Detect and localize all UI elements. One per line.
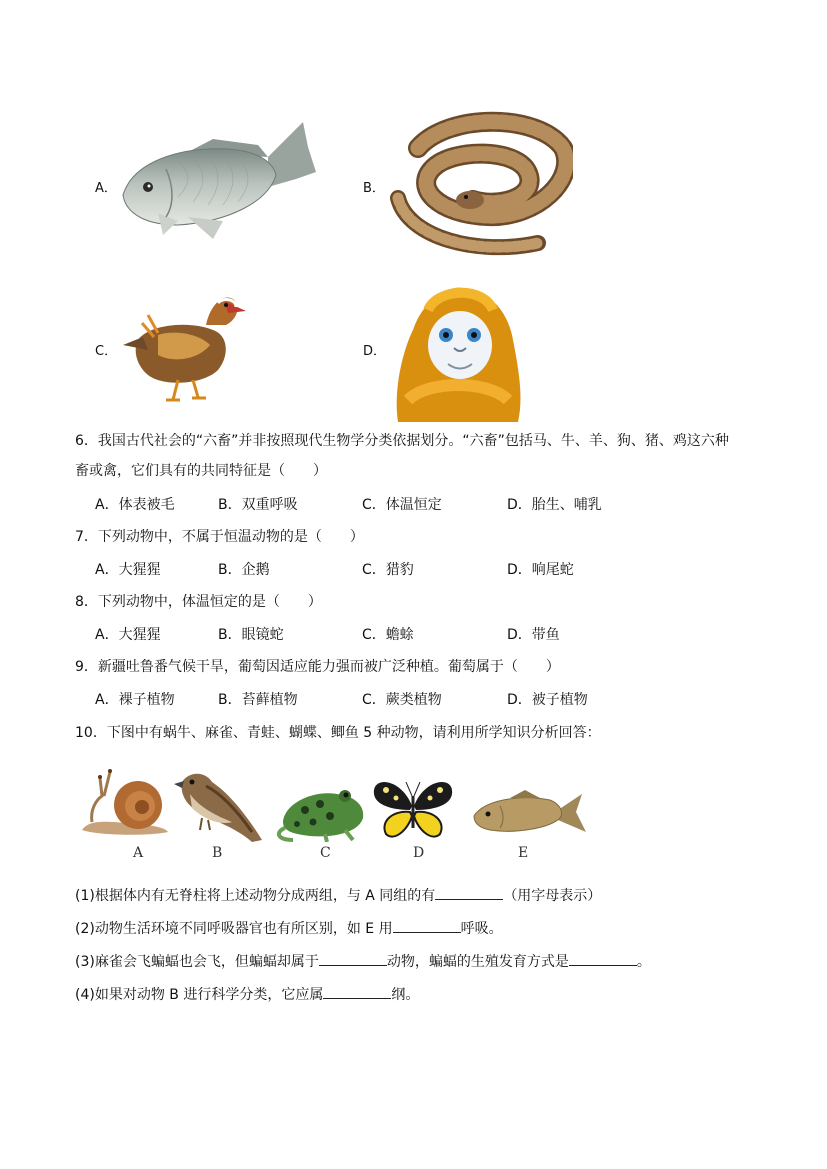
figure-label-a: A	[133, 845, 144, 861]
answer-blank-4[interactable]	[569, 951, 637, 966]
crucian-carp-image	[470, 788, 588, 838]
q7-option-c: C．猎豹	[362, 562, 414, 578]
animals-figure	[80, 760, 590, 865]
figure-label-d: D	[413, 845, 425, 861]
q8-option-d: D．带鱼	[507, 627, 560, 643]
sub-2-text: (2)动物生活环境不同呼吸器官也有所区别，如 E 用	[75, 921, 393, 937]
question-6-line-2: 畜或禽，它们具有的共同特征是（ ）	[75, 463, 327, 479]
figure-label-e: E	[518, 845, 529, 861]
option-b-label: B．	[363, 181, 385, 196]
figure-label-b: B	[212, 845, 223, 861]
fish-image	[118, 117, 318, 245]
q6-option-c: C．体温恒定	[362, 497, 442, 513]
question-6-line-1: 6．我国古代社会的“六畜”并非按照现代生物学分类依据划分。“六畜”包括马、牛、羊、狗、猪、鸡这六种	[75, 433, 729, 449]
q8-option-c: C．蟾蜍	[362, 627, 414, 643]
q7-option-b: B．企鹅	[218, 562, 270, 578]
figure-label-c: C	[320, 845, 331, 861]
question-10-text: 10．下图中有蜗牛、麻雀、青蛙、蝴蝶、鲫鱼 5 种动物，请利用所学知识分析回答：	[75, 725, 601, 741]
option-c-label: C．	[95, 344, 118, 359]
question-7-text: 7．下列动物中，不属于恒温动物的是（ ）	[75, 529, 364, 545]
golden-monkey-image	[388, 280, 528, 422]
q8-option-a: A．大猩猩	[95, 627, 161, 643]
q9-option-a: A．裸子植物	[95, 692, 175, 708]
q6-option-b: B．双重呼吸	[218, 497, 298, 513]
q7-option-a: A．大猩猩	[95, 562, 161, 578]
q6-option-d: D．胎生、哺乳	[507, 497, 602, 513]
sub-1-suffix: （用字母表示）	[503, 888, 602, 904]
q9-option-c: C．蕨类植物	[362, 692, 442, 708]
q7-option-d: D．响尾蛇	[507, 562, 574, 578]
butterfly-image	[372, 776, 454, 842]
sub-3-suffix: 。	[636, 954, 651, 970]
q8-option-b: B．眼镜蛇	[218, 627, 284, 643]
sub-1-text: (1)根据体内有无脊柱将上述动物分成两组，与 A 同组的有	[75, 888, 436, 904]
question-10-sub-4	[75, 984, 419, 1005]
answer-blank-3[interactable]	[319, 951, 387, 966]
question-9-text: 9．新疆吐鲁番气候干旱，葡萄因适应能力强而被广泛种植。葡萄属于（ ）	[75, 659, 560, 675]
sub-3-text: (3)麻雀会飞蝙蝠也会飞，但蝙蝠却属于	[75, 954, 319, 970]
question-10-sub-1	[75, 885, 601, 906]
sub-3-middle: 动物，蝙蝠的生殖发育方式是	[386, 954, 569, 970]
q9-option-b: B．苔藓植物	[218, 692, 298, 708]
question-10-sub-2	[75, 918, 503, 939]
snail-image	[80, 760, 170, 838]
sub-2-suffix: 呼吸。	[460, 921, 503, 937]
mandarin-duck-image	[118, 285, 248, 405]
sparrow-image	[172, 766, 264, 844]
option-d-label: D．	[363, 344, 387, 359]
option-a-label: A．	[95, 181, 117, 196]
snake-image	[388, 108, 573, 258]
question-10-sub-3	[75, 951, 651, 972]
frog-image	[275, 782, 367, 842]
sub-4-text: (4)如果对动物 B 进行科学分类，它应属	[75, 987, 324, 1003]
question-8-text: 8．下列动物中，体温恒定的是（ ）	[75, 594, 322, 610]
answer-blank-1[interactable]	[435, 885, 503, 900]
q9-option-d: D．被子植物	[507, 692, 588, 708]
answer-blank-2[interactable]	[393, 918, 461, 933]
sub-4-suffix: 纲。	[391, 987, 420, 1003]
q6-option-a: A．体表被毛	[95, 497, 175, 513]
answer-blank-5[interactable]	[323, 984, 391, 999]
